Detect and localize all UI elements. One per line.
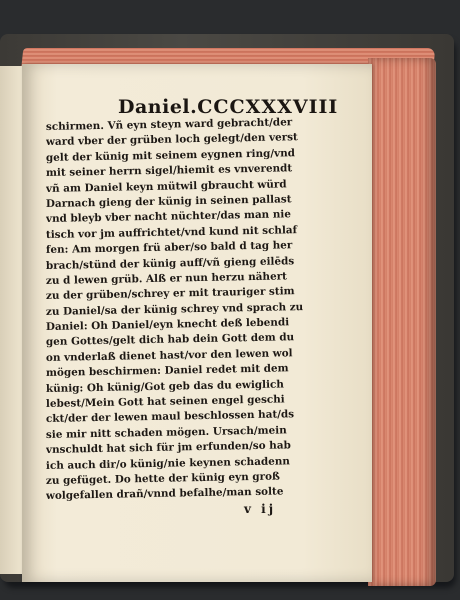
text-line: fen: Am morgen frü aber/so bald d tag her: [45, 239, 293, 257]
body-text: [45, 116, 316, 505]
text-line: gelt der künig mit seinem eygnen ring/vnd: [45, 147, 296, 164]
text-line: brach/stünd der künig auff/vñ gieng eilēds: [45, 254, 295, 272]
text-line: gen Gottes/gelt dich hab dein Gott dem du: [45, 331, 295, 349]
text-line: wolgefallen drañ/vnnd befalhe/man solte: [45, 485, 284, 503]
red-fore-edge: [368, 58, 436, 586]
text-line: künig: Oh künig/Got geb das du ewiglich: [45, 378, 285, 395]
text-line: zu d lewen grüb. Alß er nun herzu nähert: [45, 270, 288, 287]
text-line: ward vber der grüben loch gelegt/den verst: [45, 131, 298, 149]
text-line: Darnach gieng der künig in seinen pallast: [45, 193, 292, 210]
text-line: ich auch dir/o künig/nie keynen schadenn: [45, 454, 291, 472]
text-line: schirmen. Vñ eyn steyn ward gebracht/der: [45, 116, 293, 133]
running-title: Daniel.: [118, 96, 198, 118]
text-line: sie mir nitt schaden mögen. Ursach/mein: [45, 424, 287, 441]
text-line: ckt/der der lewen maul beschlossen hat/ds: [45, 408, 295, 426]
text-line: lebest/Mein Gott hat seinen engel geschi: [45, 393, 285, 411]
text-line: on vnderlaß dienet hast/vor den lewen wol: [45, 347, 293, 364]
text-line: zu der grüben/schrey er mit trauriger stim: [45, 285, 295, 303]
text-line: vñ am Daniel keyn mütwil gbraucht würd: [45, 177, 287, 195]
folio-number: CCCXXXVIII: [197, 96, 339, 118]
text-line: mit seiner herrn sigel/hiemit es vnverendt: [45, 162, 293, 180]
signature-mark: v ij: [244, 502, 277, 516]
text-line: Daniel: Oh Daniel/eyn knecht deß lebendi: [45, 316, 290, 334]
text-line: vnschuldt hat sich für jm erfunden/so hab: [45, 439, 291, 457]
text-line: tisch vor jm auffrichtet/vnd kund nit schlaf: [45, 223, 298, 241]
text-line: zu gefüget. Do hette der künig eyn groß: [45, 470, 280, 487]
text-line: mögen beschirmen: Daniel redet mit dem: [45, 362, 289, 380]
text-line: zu Daniel/sa der künig schrey vnd sprach zu: [45, 300, 304, 318]
text-line: vnd bleyb vber nacht nüchter/das man nie: [45, 208, 292, 226]
